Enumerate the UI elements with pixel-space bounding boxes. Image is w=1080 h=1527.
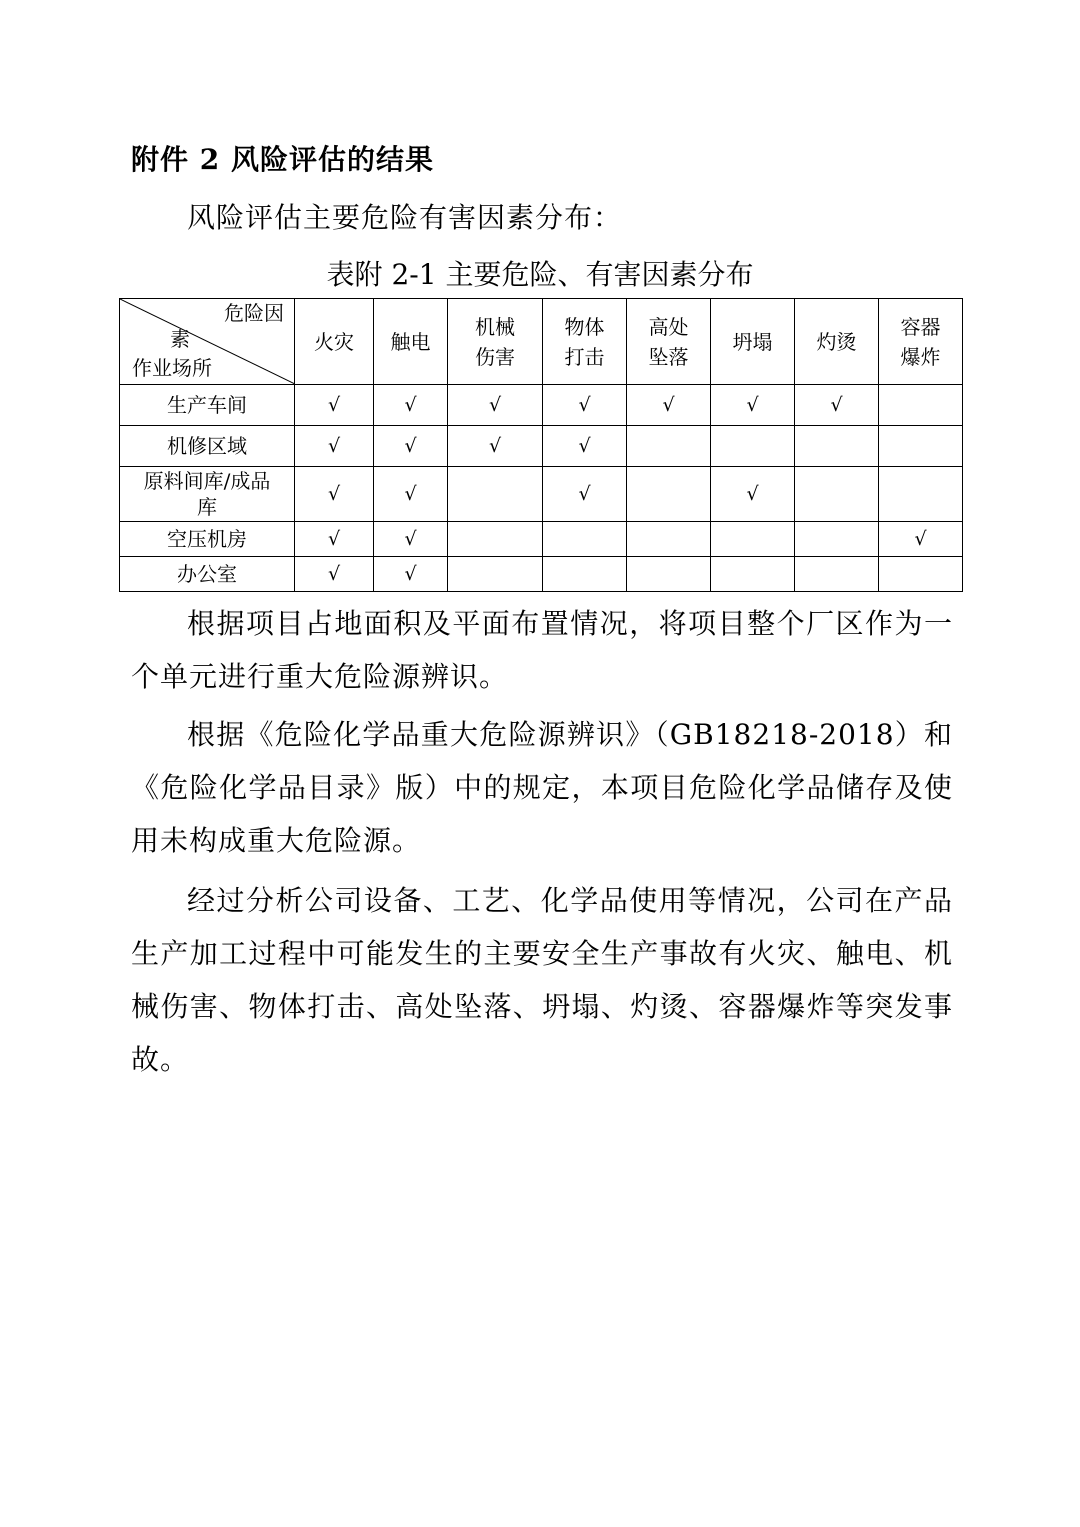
check-mark-cell: √ [295, 426, 374, 467]
check-mark-cell [879, 426, 963, 467]
check-mark-cell: √ [374, 426, 448, 467]
check-mark-cell [448, 557, 543, 592]
check-mark-cell: √ [448, 385, 543, 426]
table-corner-cell [120, 299, 295, 385]
place-text: 生产车间 [167, 393, 247, 417]
check-mark-cell: √ [711, 385, 795, 426]
check-mark-cell: √ [627, 385, 711, 426]
check-mark-cell [711, 557, 795, 592]
check-mark-cell [711, 426, 795, 467]
check-mark-cell: √ [543, 385, 627, 426]
hazard-header [879, 299, 963, 385]
check-mark-cell [543, 522, 627, 557]
attachment-heading: 附件 2 风险评估的结果 [131, 143, 434, 176]
check-mark-cell [879, 557, 963, 592]
hazard-header [627, 299, 711, 385]
hazard-header-text: 坠落 [648, 344, 689, 369]
hazard-header-text: 坍塌 [732, 329, 773, 354]
check-mark-cell: √ [295, 557, 374, 592]
check-mark-cell [795, 557, 879, 592]
check-mark-cell: √ [448, 426, 543, 467]
paragraph-2: 根据《危险化学品重大危险源辨识》（GB18218-2018）和《危险化学品目录》版）中的规定，本项目危险化学品储存及使用未构成重大危险源。 [131, 718, 953, 857]
place-cell [120, 557, 295, 592]
table-row [120, 385, 963, 426]
intro-text: 风险评估主要危险有害因素分布： [187, 201, 623, 234]
corner-label-place: 作业场所 [132, 356, 212, 380]
table-header-row [120, 299, 963, 385]
check-mark-cell [795, 426, 879, 467]
place-text: 机修区域 [167, 434, 247, 458]
check-mark-cell: √ [543, 467, 627, 522]
check-mark-cell: √ [711, 467, 795, 522]
check-mark-cell [627, 426, 711, 467]
check-mark-cell [879, 467, 963, 522]
place-text: 原料间库/成品 [143, 469, 271, 493]
hazard-header-text: 爆炸 [900, 344, 941, 369]
table-row [120, 522, 963, 557]
check-mark-cell: √ [374, 385, 448, 426]
check-mark-cell [448, 467, 543, 522]
table-row [120, 426, 963, 467]
check-mark-cell [543, 557, 627, 592]
place-cell [120, 426, 295, 467]
hazard-header-text: 触电 [390, 329, 431, 354]
place-cell [120, 385, 295, 426]
hazard-header [543, 299, 627, 385]
check-mark-cell: √ [374, 467, 448, 522]
hazard-header [295, 299, 374, 385]
hazard-header [448, 299, 543, 385]
place-text: 空压机房 [167, 527, 247, 551]
hazard-header-text: 伤害 [475, 344, 515, 369]
check-mark-cell: √ [374, 522, 448, 557]
check-mark-cell: √ [295, 385, 374, 426]
place-cell [120, 522, 295, 557]
check-mark-cell [627, 522, 711, 557]
place-text: 库 [197, 495, 217, 519]
hazard-header-text: 物体 [564, 314, 605, 339]
table-row [120, 467, 963, 522]
place-cell [120, 467, 295, 522]
check-mark-cell: √ [295, 467, 374, 522]
check-mark-cell [448, 522, 543, 557]
check-mark-cell: √ [374, 557, 448, 592]
paragraph-1: 根据项目占地面积及平面布置情况，将项目整个厂区作为一个单元进行重大危险源辨识。 [131, 607, 953, 693]
hazard-header-text: 高处 [648, 314, 689, 339]
hazard-header-text: 机械 [475, 314, 515, 339]
check-mark-cell [711, 522, 795, 557]
check-mark-cell: √ [879, 522, 963, 557]
hazard-header [795, 299, 879, 385]
check-mark-cell [627, 557, 711, 592]
hazard-header [711, 299, 795, 385]
table-body [120, 385, 963, 592]
hazard-header-text: 火灾 [314, 329, 354, 354]
check-mark-cell: √ [543, 426, 627, 467]
hazard-header-text: 打击 [564, 344, 605, 369]
place-text: 办公室 [177, 562, 237, 586]
hazard-header-text: 容器 [900, 314, 941, 339]
corner-label-factor: 危险因 [224, 301, 284, 325]
check-mark-cell: √ [295, 522, 374, 557]
check-mark-cell [627, 467, 711, 522]
table-caption: 表附 2-1 主要危险、有害因素分布 [326, 258, 754, 291]
corner-label-factor-cont: 素 [170, 327, 190, 351]
table-row [120, 557, 963, 592]
check-mark-cell [795, 467, 879, 522]
risk-factor-table [119, 298, 963, 592]
hazard-header [374, 299, 448, 385]
hazard-header-text: 灼烫 [816, 329, 857, 354]
check-mark-cell: √ [795, 385, 879, 426]
check-mark-cell [795, 522, 879, 557]
check-mark-cell [879, 385, 963, 426]
paragraph-3: 经过分析公司设备、工艺、化学品使用等情况，公司在产品生产加工过程中可能发生的主要安全生产事故有火灾、触电、机械伤害、物体打击、高处坠落、坍塌、灼烫、容器爆炸等突发事故。 [131, 884, 953, 1076]
